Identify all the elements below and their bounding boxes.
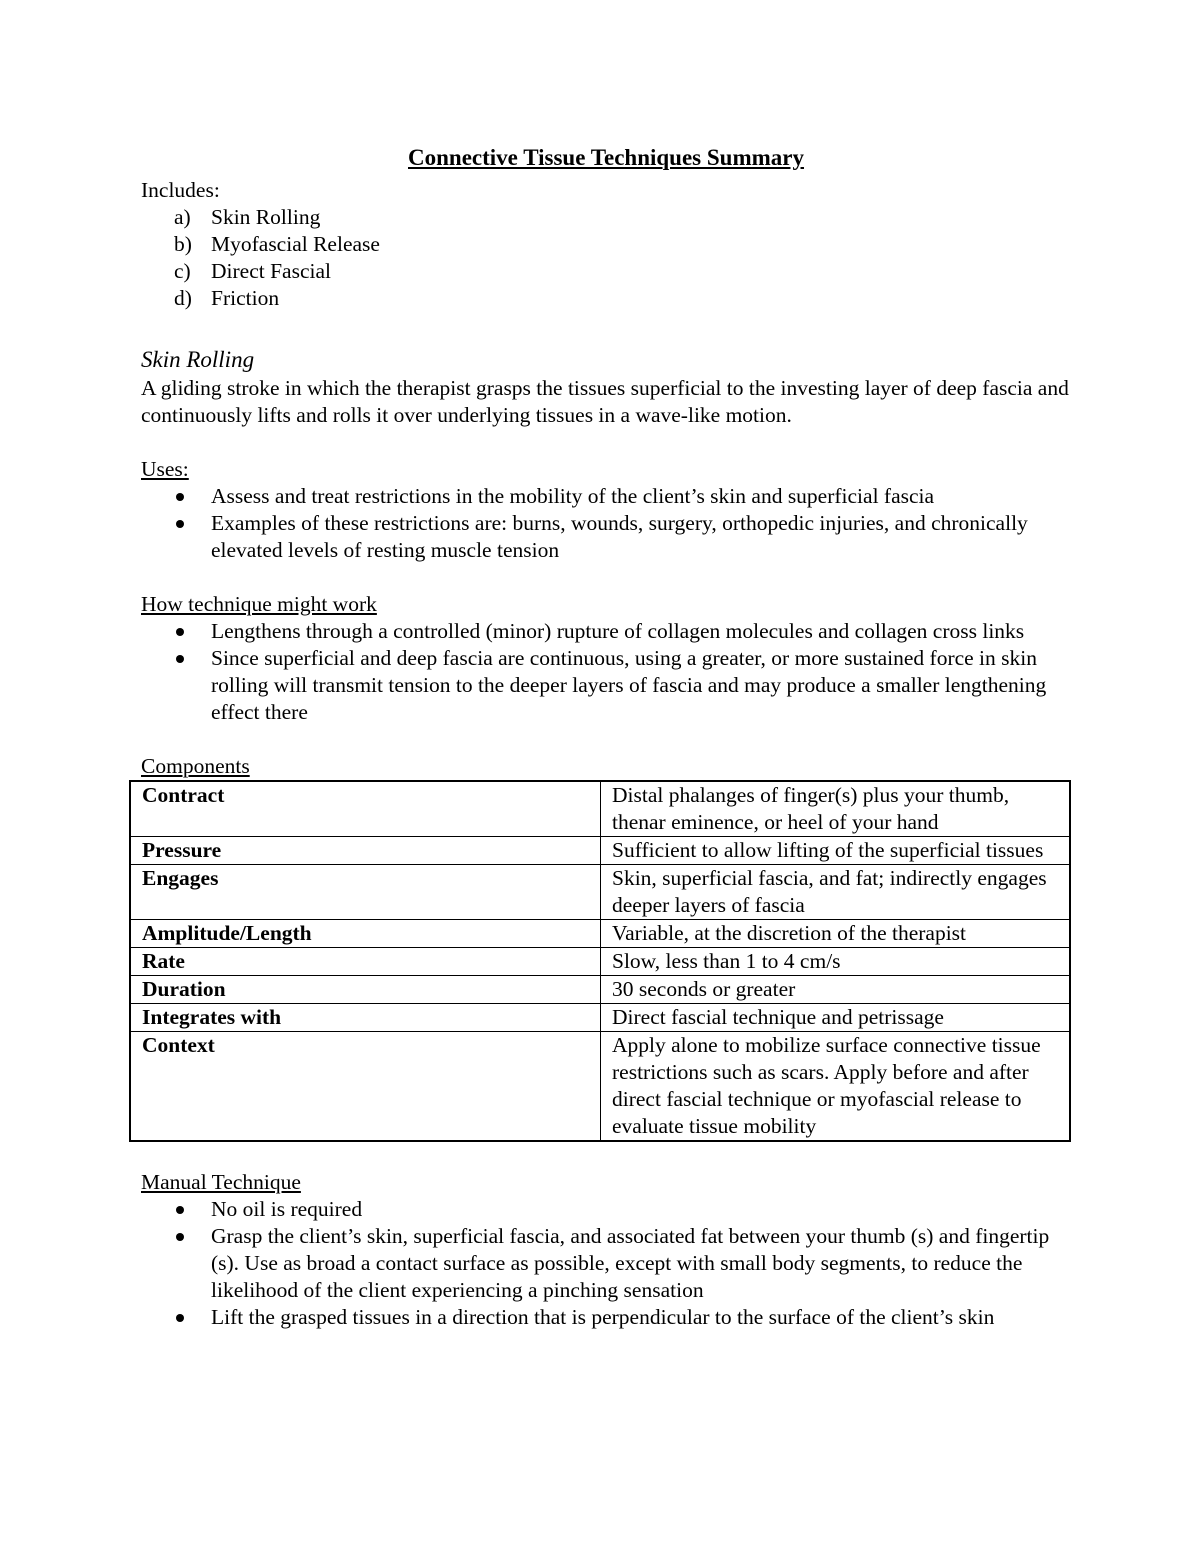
- table-row: [130, 948, 1070, 976]
- table-value-cell: Variable, at the discretion of the therapist: [601, 920, 1071, 948]
- table-key-cell: Rate: [130, 948, 601, 976]
- table-row: [130, 837, 1070, 865]
- table-value-cell: Sufficient to allow lifting of the superficial tissues: [601, 837, 1071, 865]
- list-item-text: Lift the grasped tissues in a direction that is perpendicular to the surface of the client’s skin: [211, 1305, 995, 1329]
- list-item: [141, 1223, 1071, 1304]
- list-marker: a): [174, 205, 191, 229]
- table-row: [130, 976, 1070, 1004]
- components-label: Components: [141, 754, 250, 778]
- list-item-text: Grasp the client’s skin, superficial fascia, and associated fat between your thumb (s) and fingertip (s). Use as broad a contact surface as possible, except with small body segments, to reduce the likelihood of the client experiencing a pinching sensation: [211, 1224, 1050, 1302]
- table-value-cell: 30 seconds or greater: [601, 976, 1071, 1004]
- table-value-cell: Direct fascial technique and petrissage: [601, 1004, 1071, 1032]
- bullet-icon: [176, 628, 184, 636]
- table-key-cell: Amplitude/Length: [130, 920, 601, 948]
- table-key-cell: Contract: [130, 781, 601, 837]
- how-technique-list: [141, 618, 1071, 726]
- list-item-text: No oil is required: [211, 1197, 363, 1221]
- table-row: [130, 1032, 1070, 1142]
- section-heading-skin-rolling: Skin Rolling: [141, 347, 255, 372]
- includes-list: [141, 204, 1071, 312]
- list-item-text: Examples of these restrictions are: burns, wounds, surgery, orthopedic injuries, and chronically elevated levels of resting muscle tension: [211, 511, 1028, 562]
- list-item-text: Direct Fascial: [211, 259, 331, 283]
- list-item: [141, 618, 1071, 645]
- list-item: [141, 483, 1071, 510]
- table-key-cell: Context: [130, 1032, 601, 1142]
- table-row: [130, 865, 1070, 920]
- list-item-text: Skin Rolling: [211, 205, 321, 229]
- table-value-cell: Distal phalanges of finger(s) plus your thumb, thenar eminence, or heel of your hand: [601, 781, 1071, 837]
- list-item: [141, 510, 1071, 564]
- table-value-cell: Apply alone to mobilize surface connective tissue restrictions such as scars. Apply before and after direct fascial technique or myofascial release to evaluate tissue mobility: [601, 1032, 1071, 1142]
- includes-label: Includes:: [141, 178, 220, 202]
- list-item: [141, 1304, 1071, 1331]
- list-marker: c): [174, 259, 191, 283]
- list-item-text: Myofascial Release: [211, 232, 380, 256]
- how-technique-label: How technique might work: [141, 592, 377, 616]
- bullet-icon: [176, 1233, 184, 1241]
- skin-rolling-description: A gliding stroke in which the therapist grasps the tissues superficial to the investing layer of deep fascia and continuously lifts and rolls it over underlying tissues in a wave-like motion.: [141, 376, 1069, 427]
- list-item: [141, 1196, 1071, 1223]
- bullet-icon: [176, 655, 184, 663]
- components-table: [129, 780, 1071, 1142]
- table-row: [130, 920, 1070, 948]
- document-title: Connective Tissue Techniques Summary: [408, 145, 804, 170]
- document-page: [141, 143, 1071, 1331]
- list-item: [141, 204, 1071, 231]
- table-row: [130, 781, 1070, 837]
- table-key-cell: Integrates with: [130, 1004, 601, 1032]
- list-item-text: Lengthens through a controlled (minor) rupture of collagen molecules and collagen cross links: [211, 619, 1025, 643]
- list-item: [141, 645, 1071, 726]
- table-value-cell: Slow, less than 1 to 4 cm/s: [601, 948, 1071, 976]
- list-item-text: Since superficial and deep fascia are continuous, using a greater, or more sustained force in skin rolling will transmit tension to the deeper layers of fascia and may produce a smaller lengthening effect there: [211, 646, 1047, 724]
- list-item: [141, 258, 1071, 285]
- uses-label: Uses:: [141, 457, 189, 481]
- table-key-cell: Pressure: [130, 837, 601, 865]
- list-item: [141, 285, 1071, 312]
- table-value-cell: Skin, superficial fascia, and fat; indirectly engages deeper layers of fascia: [601, 865, 1071, 920]
- bullet-icon: [176, 1314, 184, 1322]
- list-item-text: Assess and treat restrictions in the mobility of the client’s skin and superficial fascia: [211, 484, 935, 508]
- manual-technique-list: [141, 1196, 1071, 1331]
- list-item-text: Friction: [211, 286, 280, 310]
- list-marker: d): [174, 286, 192, 310]
- table-key-cell: Duration: [130, 976, 601, 1004]
- bullet-icon: [176, 493, 184, 501]
- table-key-cell: Engages: [130, 865, 601, 920]
- list-item: [141, 231, 1071, 258]
- bullet-icon: [176, 1206, 184, 1214]
- bullet-icon: [176, 520, 184, 528]
- uses-list: [141, 483, 1071, 564]
- table-row: [130, 1004, 1070, 1032]
- manual-technique-label: Manual Technique: [141, 1170, 301, 1194]
- list-marker: b): [174, 232, 192, 256]
